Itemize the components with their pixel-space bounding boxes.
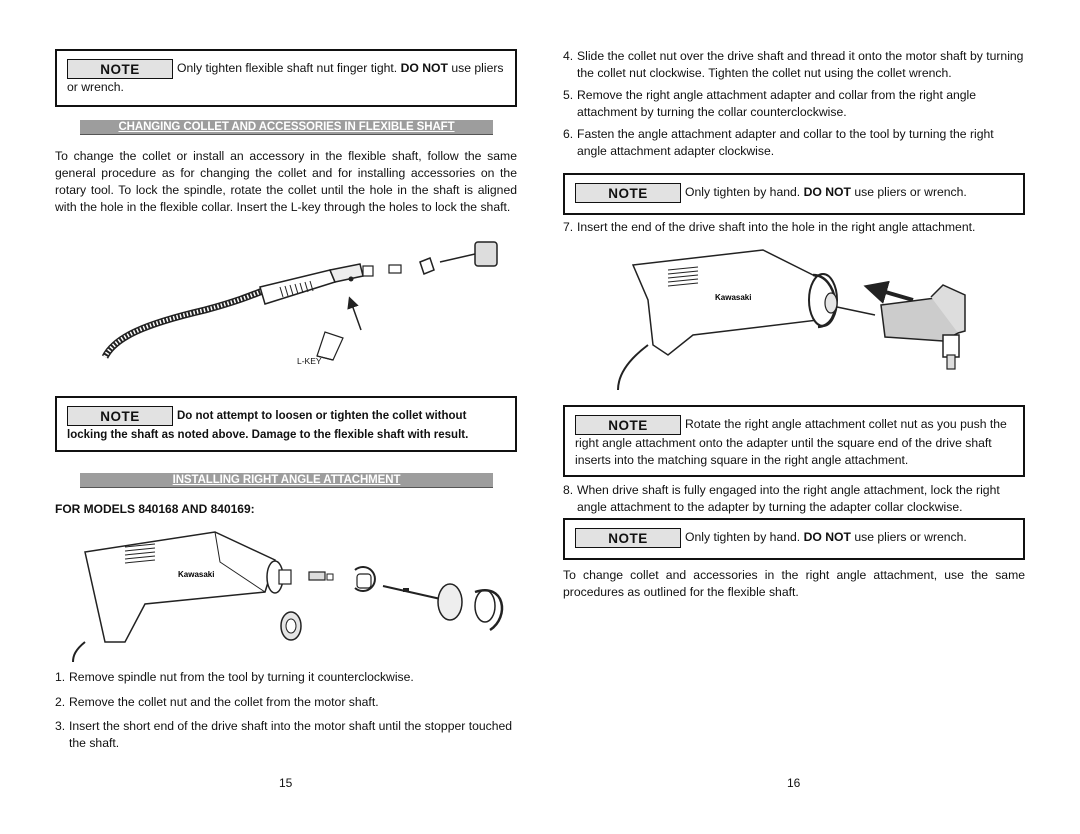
step-8 <box>563 482 1026 515</box>
section-heading-flexible-shaft: CHANGING COLLET AND ACCESSORIES IN FLEXIBLE SHAFT <box>80 120 493 135</box>
steps-list-right-a <box>563 48 1026 159</box>
rotary-tool-disassembly-illustration <box>65 522 505 662</box>
flexible-shaft-illustration <box>95 232 495 367</box>
page-right <box>563 0 1026 834</box>
tool-brand-label: Kawasaki <box>178 570 215 579</box>
step-item: 6. Fasten the angle attachment adapter and collar to the tool by turning the right angle attachment adapter clockwise. <box>563 127 994 158</box>
note-text-tail: use pliers or wrench. <box>850 530 967 544</box>
lkey-label: L-KEY <box>297 356 322 366</box>
page-number: 16 <box>787 776 801 790</box>
note-text: Do not attempt to loosen or tighten the collet without locking the shaft as noted above. Damage to the flexible shaft with result. <box>67 410 469 441</box>
step-item: 2. Remove the collet nut and the collet from the motor shaft. <box>55 694 379 709</box>
right-angle-attachment-illustration <box>613 245 973 390</box>
models-heading: FOR MODELS 840168 AND 840169: <box>55 502 255 516</box>
note-text: Only tighten by hand. <box>685 530 804 544</box>
step-item: 1. Remove spindle nut from the tool by turning it counterclockwise. <box>55 670 414 684</box>
note-text-tail: use pliers or wrench. <box>67 61 504 94</box>
note-label: NOTE <box>575 415 681 435</box>
steps-list-left <box>55 669 517 751</box>
step-item: 8. When drive shaft is fully engaged into the right angle attachment, lock the right angle attachment to the adapter by turning the adapter collar clockwise. <box>563 483 1000 514</box>
page-left <box>55 0 517 834</box>
note-finger-tight <box>55 49 517 107</box>
step-item: 5. Remove the right angle attachment adapter and collar from the right angle attachment by turning the collar counterclockwise. <box>563 88 977 119</box>
note-locking-shaft <box>55 396 517 452</box>
note-text: Only tighten by hand. <box>685 185 804 199</box>
note-text: Rotate the right angle attachment collet nut as you push the right angle attachment onto the adapter until the square end of the drive shaft inserts into the matching square in the right angle attachment. <box>575 417 1007 467</box>
step-7 <box>563 219 1026 236</box>
section-heading-right-angle: INSTALLING RIGHT ANGLE ATTACHMENT <box>80 473 493 488</box>
note-rotate-collet-nut <box>563 405 1025 477</box>
closing-paragraph: To change collet and accessories in the right angle attachment, use the same procedures as outlined for the flexible shaft. <box>563 568 1025 599</box>
note-emphasis: DO NOT <box>400 61 448 75</box>
step-item: 4. Slide the collet nut over the drive shaft and thread it onto the motor shaft by turning the collet nut clockwise. Tighten the collet nut using the collet wrench. <box>563 49 1024 80</box>
note-emphasis: DO NOT <box>803 530 851 544</box>
note-label: NOTE <box>67 59 173 79</box>
note-label: NOTE <box>575 183 681 203</box>
flexible-shaft-instructions: To change the collet or install an accessory in the flexible shaft, follow the same general procedure as for changing the collet and for installing accessories on the rotary tool. To lock the spindle, rotate the collet until the hole in the shaft is aligned with the hole in the flexible collar. Insert the L-key through the holes to lock the shaft. <box>55 149 517 214</box>
note-text-tail: use pliers or wrench. <box>850 185 967 199</box>
note-label: NOTE <box>67 406 173 426</box>
tool-brand-label: Kawasaki <box>715 293 752 302</box>
note-tighten-by-hand <box>563 173 1025 215</box>
step-item: 7. Insert the end of the drive shaft into the hole in the right angle attachment. <box>563 220 976 234</box>
note-label: NOTE <box>575 528 681 548</box>
step-item: 3. Insert the short end of the drive shaft into the motor shaft until the stopper touched the shaft. <box>55 719 513 750</box>
note-tighten-by-hand-2 <box>563 518 1025 560</box>
note-emphasis: DO NOT <box>803 185 851 199</box>
note-text: Only tighten flexible shaft nut finger tight. <box>177 61 401 75</box>
page-number: 15 <box>279 776 293 790</box>
